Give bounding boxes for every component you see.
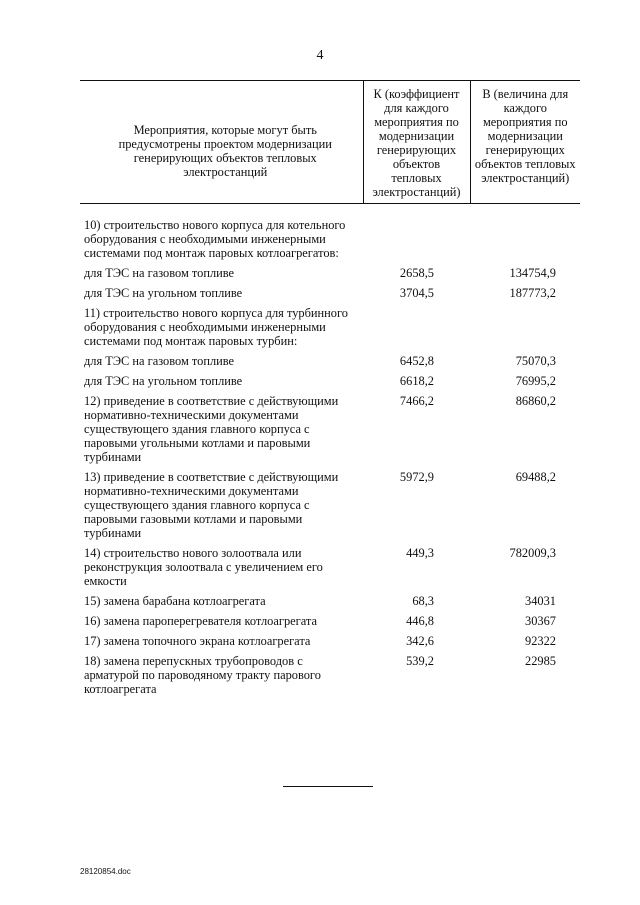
row-description: для ТЭС на угольном топливе xyxy=(84,374,243,388)
row-description: 18) замена перепускных трубопроводов с арматурой по пароводяному тракту парового котлоагрегата xyxy=(84,654,321,696)
table-row xyxy=(80,280,580,300)
row-b-value: 187773,2 xyxy=(509,286,556,300)
row-description: для ТЭС на газовом топливе xyxy=(84,354,235,368)
row-k-value: 446,8 xyxy=(406,614,434,628)
row-description: 14) строительство нового золоотвала или реконструкция золоотвала с увеличением его емкости xyxy=(84,546,323,588)
row-k-value xyxy=(363,204,470,261)
table-row xyxy=(80,348,580,368)
table-row xyxy=(80,628,580,648)
row-b-value: 134754,9 xyxy=(509,266,556,280)
row-k-value: 6618,2 xyxy=(399,374,434,388)
header-coefficient-k: К (коэффициент для каждого мероприятия по модернизации генерирующих объектов тепловых электростанций) xyxy=(363,81,470,204)
table-row xyxy=(80,260,580,280)
row-b-value xyxy=(470,204,580,261)
row-k-value: 449,3 xyxy=(406,546,434,560)
footer-divider xyxy=(283,786,373,787)
row-k-value: 2658,5 xyxy=(399,266,434,280)
table-row xyxy=(80,204,580,261)
table-row xyxy=(80,540,580,588)
document-code: 28120854.doc xyxy=(80,867,131,876)
table-header-row xyxy=(80,81,580,204)
row-k-value: 5972,9 xyxy=(399,470,434,484)
header-value-b: В (величина для каждого мероприятия по модернизации генерирующих объектов тепловых электростанций) xyxy=(470,81,580,204)
row-k-value: 68,3 xyxy=(412,594,434,608)
row-description: 13) приведение в соответствие с действующими нормативно-техническими документами существующего здания главного корпуса с паровыми газовыми котлами и паровыми турбинами xyxy=(84,470,339,540)
row-b-value: 34031 xyxy=(525,594,556,608)
row-description: 10) строительство нового корпуса для котельного оборудования с необходимыми инженерными системами под монтаж паровых котлоагрегатов: xyxy=(84,218,346,260)
row-k-value: 7466,2 xyxy=(399,394,434,408)
row-description: для ТЭС на газовом топливе xyxy=(84,266,235,280)
row-k-value: 6452,8 xyxy=(399,354,434,368)
row-k-value xyxy=(363,300,470,348)
row-k-value: 3704,5 xyxy=(399,286,434,300)
row-description: 16) замена пароперегревателя котлоагрегата xyxy=(84,614,317,628)
row-description: 11) строительство нового корпуса для турбинного оборудования с необходимыми инженерными системами под монтаж паровых турбин: xyxy=(84,306,348,348)
row-description: 15) замена барабана котлоагрегата xyxy=(84,594,266,608)
row-b-value: 782009,3 xyxy=(509,546,556,560)
measures-table-container xyxy=(80,80,580,696)
row-b-value: 76995,2 xyxy=(515,374,556,388)
table-row xyxy=(80,388,580,464)
row-b-value: 69488,2 xyxy=(515,470,556,484)
measures-table xyxy=(80,80,580,696)
row-b-value: 75070,3 xyxy=(515,354,556,368)
table-row xyxy=(80,368,580,388)
row-b-value: 86860,2 xyxy=(515,394,556,408)
row-b-value xyxy=(470,300,580,348)
row-k-value: 342,6 xyxy=(406,634,434,648)
table-row xyxy=(80,588,580,608)
page-number: 4 xyxy=(316,48,324,63)
table-row xyxy=(80,464,580,540)
row-k-value: 539,2 xyxy=(406,654,434,668)
table-row xyxy=(80,300,580,348)
header-measures: Мероприятия, которые могут быть предусмотрены проектом модернизации генерирующих объектов тепловых электростанций xyxy=(80,81,363,204)
row-b-value: 30367 xyxy=(525,614,556,628)
row-description: 12) приведение в соответствие с действующими нормативно-техническими документами существующего здания главного корпуса с паровыми угольными котлами и паровыми турбинами xyxy=(84,394,339,464)
row-b-value: 22985 xyxy=(525,654,556,668)
row-b-value: 92322 xyxy=(525,634,556,648)
table-row xyxy=(80,648,580,696)
row-description: для ТЭС на угольном топливе xyxy=(84,286,243,300)
row-description: 17) замена топочного экрана котлоагрегата xyxy=(84,634,311,648)
table-row xyxy=(80,608,580,628)
